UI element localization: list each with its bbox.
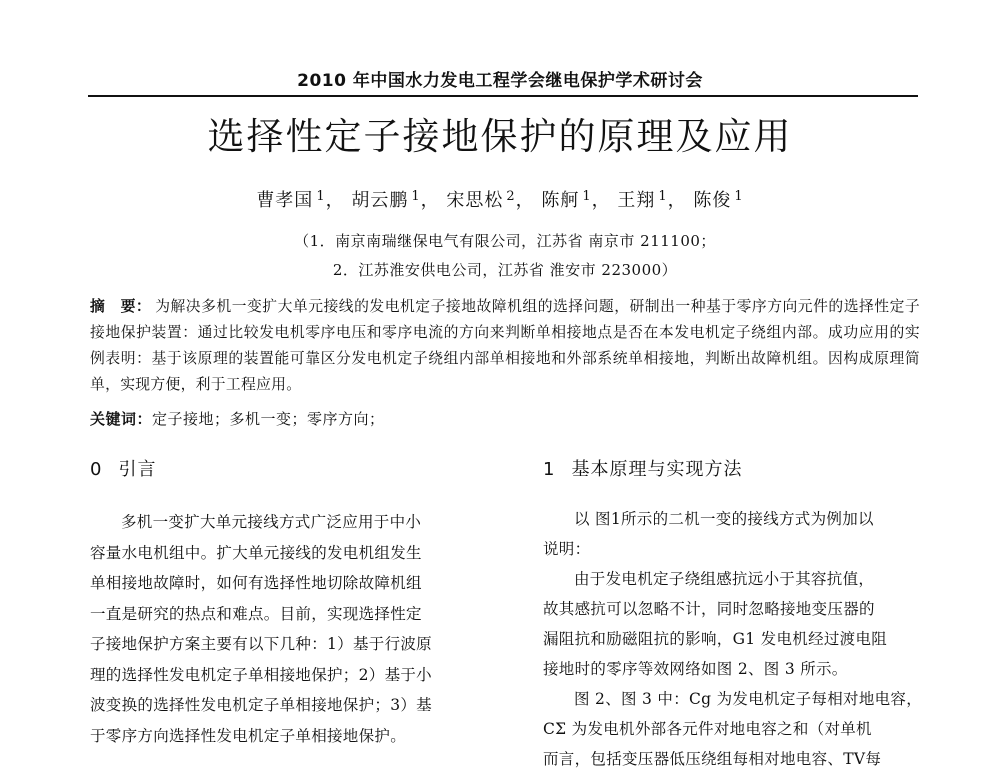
affiliation-1: （1．南京南瑞继保电气有限公司，江苏省 南京市 211100； — [294, 232, 716, 250]
abstract-label: 摘 要： — [90, 298, 152, 315]
running-head: 2010 年中国水力发电工程学会继电保护学术研讨会 — [297, 71, 703, 91]
body-line: CΣ 为发电机外部各元件对地电容之和（对单机 — [543, 720, 872, 738]
body-line: 漏阻抗和励磁阻抗的影响，G1 发电机经过渡电阻 — [543, 630, 888, 648]
paper-title: 选择性定子接地保护的原理及应用 — [207, 115, 793, 158]
body-line: 子接地保护方案主要有以下几种：1）基于行波原 — [90, 635, 432, 653]
body-line: 多机一变扩大单元接线方式广泛应用于中小 — [121, 513, 422, 531]
body-line: 而言，包括变压器低压绕组每相对地电容、TV每 — [543, 750, 882, 768]
body-line: 单相接地故障时，如何有选择性地切除故障机组 — [90, 574, 422, 592]
keywords-text: 定子接地；多机一变；零序方向； — [152, 410, 385, 428]
body-line: 说明： — [543, 540, 591, 558]
author-affil-mark: 2 — [506, 189, 516, 204]
right-column-body — [543, 504, 921, 774]
section-number: 1 — [543, 459, 556, 480]
affiliation-2: 2．江苏淮安供电公司，江苏省 淮安市 223000） — [332, 261, 678, 279]
body-line: 理的选择性发电机定子单相接地保护；2）基于小 — [90, 665, 432, 684]
body-line: 接地时的零序等效网络如图 2、图 3 所示。 — [543, 660, 848, 678]
section-number: 0 — [90, 459, 103, 480]
author-list: 曹孝国 $^1$， 胡云鹏 $^1$， 宋思松 $^2$， 陈舸 $^1$， 王翔 $^1$， 陈俊 $^1$ — [256, 189, 744, 211]
section-heading-introduction — [90, 455, 156, 481]
author-affil-mark: 1 — [582, 189, 592, 204]
body-line: 于零序方向选择性发电机定子单相接地保护。 — [90, 726, 407, 745]
body-line: 由于发电机定子绕组感抗远小于其容抗值， — [574, 570, 875, 588]
section-title: 基本原理与实现方法 — [571, 459, 743, 480]
left-column-body — [90, 507, 470, 751]
author-name: 陈舸 — [541, 190, 580, 211]
header-rule — [88, 95, 918, 97]
body-line: 容量水电机组中。扩大单元接线的发电机组发生 — [90, 543, 422, 562]
keywords — [90, 408, 920, 429]
author-name: 曹孝国 — [256, 190, 314, 211]
author-name: 王翔 — [617, 190, 656, 211]
author-affil-mark: 1 — [316, 189, 326, 204]
author-affil-mark: 1 — [734, 189, 744, 204]
author-name: 陈俊 — [693, 190, 732, 211]
keywords-label: 关键词： — [90, 410, 153, 428]
section-heading-principle — [543, 455, 742, 481]
section-title: 引言 — [118, 459, 157, 480]
author-name: 宋思松 — [446, 190, 504, 211]
body-line: 一直是研究的热点和难点。目前，实现选择性定 — [90, 604, 422, 623]
author-affil-mark: 1 — [658, 189, 668, 204]
body-line: 故其感抗可以忽略不计，同时忽略接地变压器的 — [543, 600, 875, 618]
body-line: 图 2、图 3 中：Cg 为发电机定子每相对地电容， — [574, 690, 923, 708]
body-line: 以 图1所示的二机一变的接线方式为例加以 — [574, 510, 874, 528]
author-name: 胡云鹏 — [351, 190, 409, 211]
abstract-text: 为解决多机一变扩大单元接线的发电机定子接地故障机组的选择问题，研制出一种基于零序方向元件的选择性定子接地保护装置：通过比较发电机零序电压和零序电流的方向来判断单相接地点是否在本发电机定子绕组内部。成功应用的实例表明：基于该原理的装置能可靠区分发电机定子绕组内部单相接地和外部系统单相接地，判断出故障机组。因构成原理简单，实现方便，利于工程应用。 — [90, 298, 920, 393]
author-affil-mark: 1 — [411, 189, 421, 204]
body-line: 波变换的选择性发电机定子单相接地保护；3）基 — [90, 696, 432, 714]
abstract — [90, 294, 920, 398]
